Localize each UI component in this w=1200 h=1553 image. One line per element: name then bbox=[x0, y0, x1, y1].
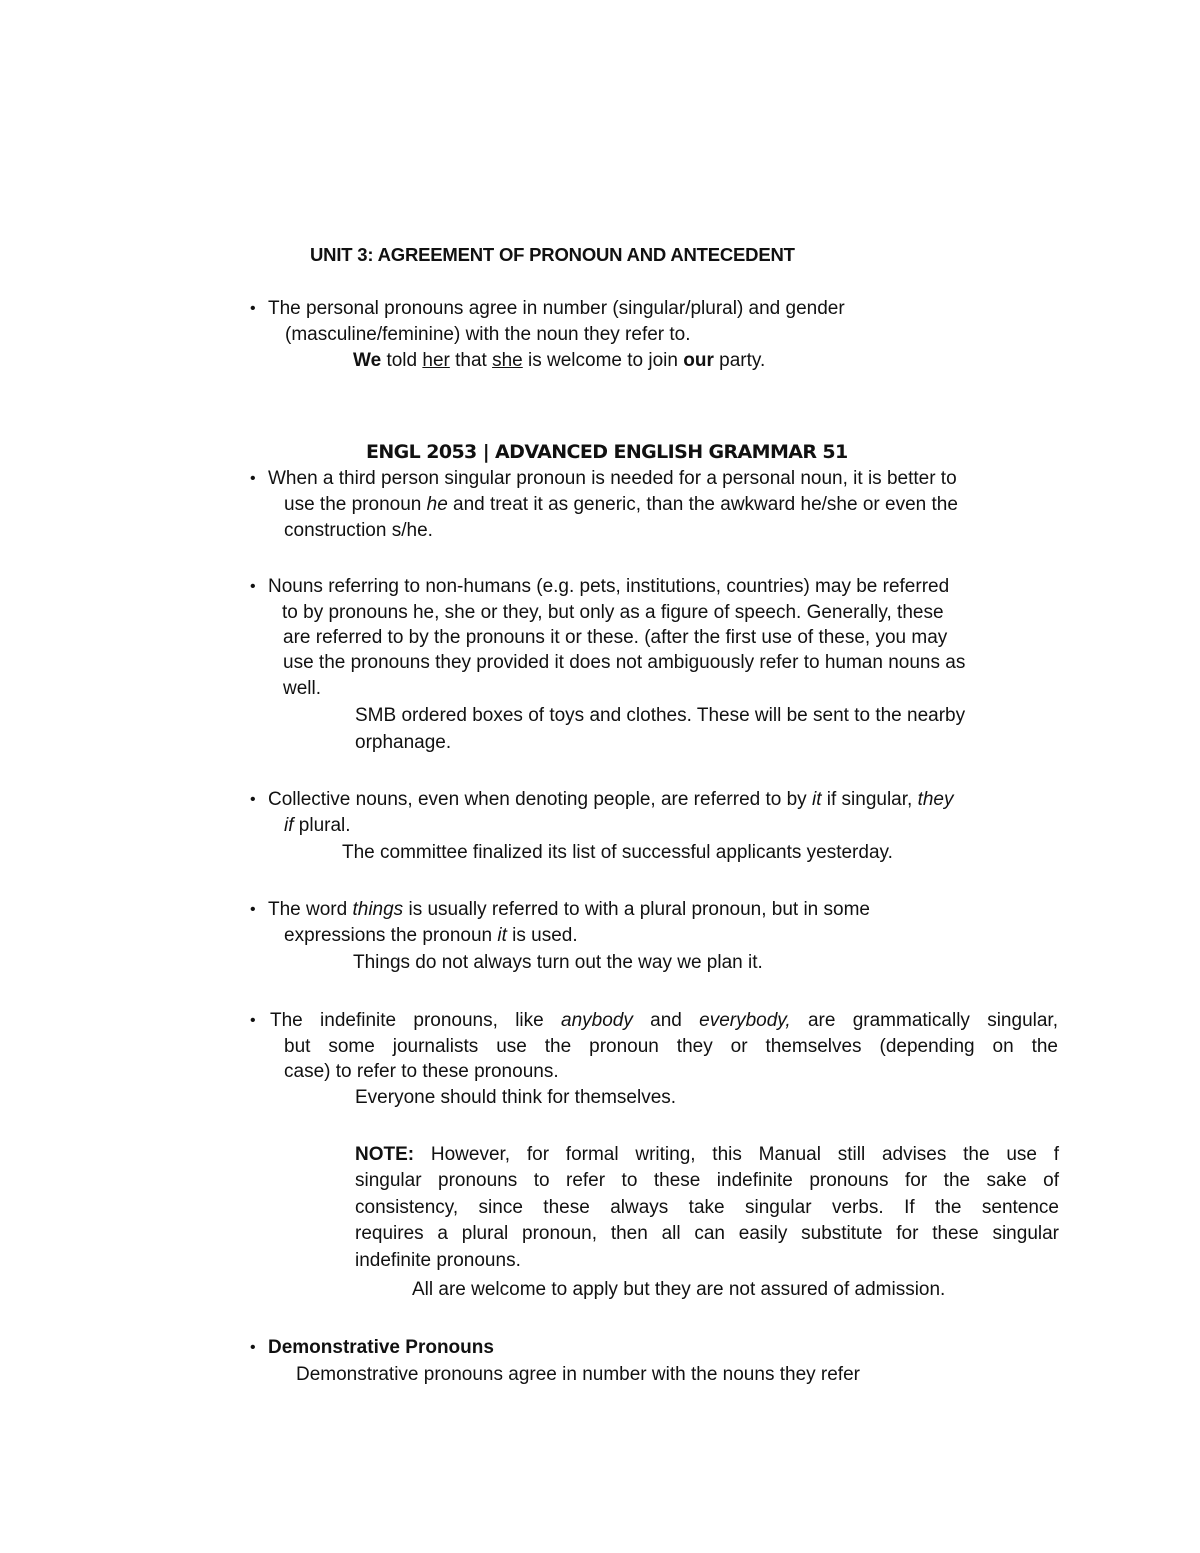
paragraph-line: well. bbox=[283, 678, 322, 699]
paragraph-line bbox=[268, 787, 954, 813]
note-line bbox=[355, 1142, 1059, 1168]
italic-term: if bbox=[284, 815, 294, 836]
example-sentence: The committee finalized its list of successful applicants yesterday. bbox=[342, 842, 893, 863]
text: is used. bbox=[506, 925, 578, 946]
bullet: • bbox=[250, 300, 256, 317]
example-underlined-word: she bbox=[492, 350, 523, 371]
bullet: • bbox=[250, 1339, 256, 1356]
text: and treat it as generic, than the awkward he/she or even the bbox=[447, 494, 958, 515]
paragraph-line: construction s/he. bbox=[284, 520, 433, 541]
paragraph-line: but some journalists use the pronoun they or themselves (depending on the bbox=[284, 1036, 1058, 1057]
italic-term: things bbox=[352, 899, 404, 920]
paragraph-line bbox=[270, 1008, 1058, 1034]
paragraph-line bbox=[284, 923, 578, 949]
text: and bbox=[632, 1010, 700, 1031]
note-line: singular pronouns to refer to these indefinite pronouns for the sake of bbox=[355, 1170, 1059, 1191]
paragraph-line: use the pronouns they provided it does not ambiguously refer to human nouns as bbox=[283, 652, 966, 673]
bullet: • bbox=[250, 1012, 256, 1029]
section-heading: Demonstrative Pronouns bbox=[268, 1337, 494, 1358]
example-sentence: orphanage. bbox=[355, 732, 452, 753]
paragraph-line: (masculine/feminine) with the noun they refer to. bbox=[285, 324, 691, 345]
example-text: is welcome to join bbox=[522, 350, 684, 371]
italic-term: it bbox=[497, 925, 507, 946]
text: However, for formal writing, this Manual still advises the use f bbox=[414, 1144, 1059, 1165]
example-sentence bbox=[353, 348, 765, 374]
italic-term: he bbox=[426, 494, 448, 515]
text: use the pronoun bbox=[284, 494, 427, 515]
note-line: requires a plural pronoun, then all can easily substitute for these singular bbox=[355, 1223, 1059, 1244]
example-sentence: Everyone should think for themselves. bbox=[355, 1087, 677, 1108]
bullet: • bbox=[250, 578, 256, 595]
page-title: UNIT 3: AGREEMENT OF PRONOUN AND ANTECEDENT bbox=[310, 244, 795, 265]
text: Collective nouns, even when denoting people, are referred to by bbox=[268, 789, 812, 810]
italic-term: anybody bbox=[561, 1010, 633, 1031]
text: is usually referred to with a plural pronoun, but in some bbox=[403, 899, 870, 920]
note-line: consistency, since these always take singular verbs. If the sentence bbox=[355, 1197, 1059, 1218]
italic-term: it bbox=[811, 789, 822, 810]
example-text: told bbox=[381, 350, 423, 371]
example-bold-word: We bbox=[353, 350, 382, 371]
paragraph-line bbox=[268, 897, 870, 923]
paragraph-line: Demonstrative pronouns agree in number with the nouns they refer bbox=[296, 1364, 860, 1385]
text: are grammatically singular, bbox=[790, 1010, 1058, 1031]
example-bold-word: our bbox=[683, 350, 714, 371]
paragraph-line: are referred to by the pronouns it or these. (after the first use of these, you may bbox=[283, 627, 948, 648]
text: plural. bbox=[293, 815, 351, 836]
text: The word bbox=[268, 899, 353, 920]
example-text: that bbox=[449, 350, 493, 371]
example-underlined-word: her bbox=[422, 350, 450, 371]
example-sentence: All are welcome to apply but they are not assured of admission. bbox=[412, 1279, 946, 1300]
paragraph-line: case) to refer to these pronouns. bbox=[284, 1061, 559, 1082]
italic-term: they bbox=[917, 789, 954, 810]
note-label: NOTE: bbox=[355, 1144, 415, 1165]
paragraph-line: Nouns referring to non-humans (e.g. pets, institutions, countries) may be referred bbox=[268, 576, 950, 597]
text: expressions the pronoun bbox=[284, 925, 498, 946]
text: The indefinite pronouns, like bbox=[270, 1010, 561, 1031]
paragraph-line bbox=[284, 492, 958, 518]
paragraph-line: to by pronouns he, she or they, but only as a figure of speech. Generally, these bbox=[282, 602, 944, 623]
example-sentence: Things do not always turn out the way we plan it. bbox=[353, 952, 763, 973]
paragraph-line: When a third person singular pronoun is needed for a personal noun, it is better to bbox=[268, 468, 957, 489]
bullet: • bbox=[250, 470, 256, 487]
bullet: • bbox=[250, 901, 256, 918]
paragraph-line: The personal pronouns agree in number (singular/plural) and gender bbox=[268, 298, 845, 319]
italic-term: everybody, bbox=[699, 1010, 791, 1031]
example-sentence: SMB ordered boxes of toys and clothes. These will be sent to the nearby bbox=[355, 705, 966, 726]
paragraph-line bbox=[284, 813, 351, 839]
text: if singular, bbox=[821, 789, 918, 810]
bullet: • bbox=[250, 791, 256, 808]
note-line: indefinite pronouns. bbox=[355, 1250, 521, 1271]
course-header: ENGL 2053 | ADVANCED ENGLISH GRAMMAR 51 bbox=[366, 441, 848, 463]
example-text: party. bbox=[713, 350, 766, 371]
